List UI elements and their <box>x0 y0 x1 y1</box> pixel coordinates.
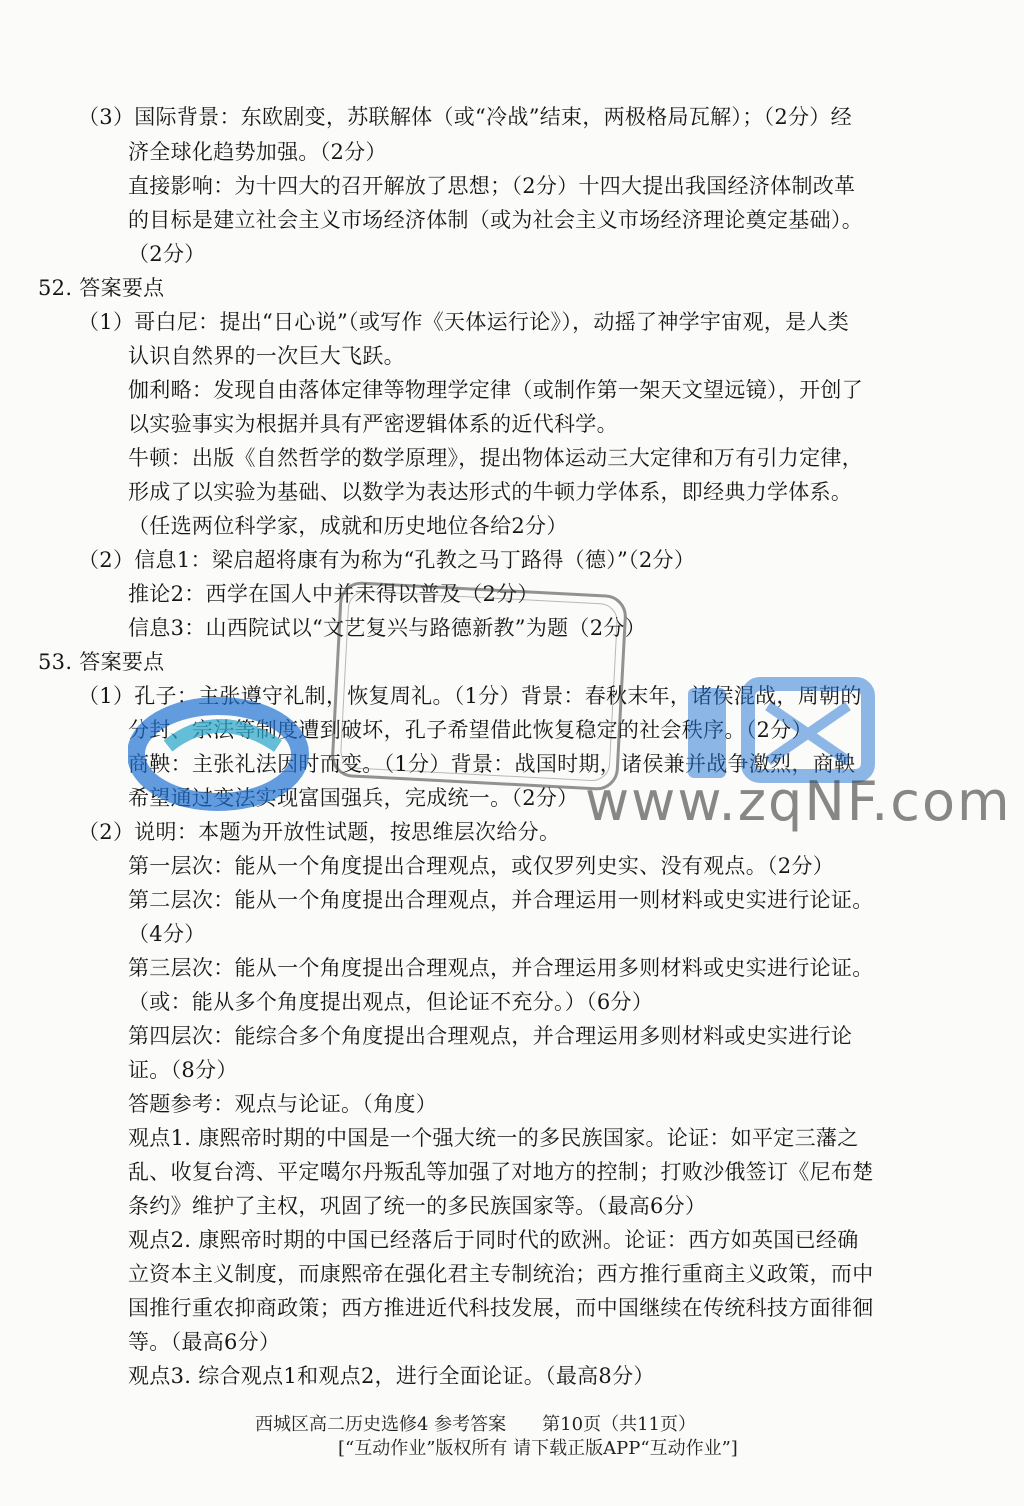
text-line: 认识自然界的一次巨大飞跃。 <box>128 344 405 368</box>
text-line: 条约》维护了主权，巩固了统一的多民族国家等。（最高6分） <box>128 1194 707 1218</box>
text-line: 的目标是建立社会主义市场经济体制（或为社会主义市场经济理论奠定基础）。 <box>128 208 863 232</box>
text-line: 以实验事实为根据并具有严密逻辑体系的近代科学。 <box>128 412 618 436</box>
text-line: 推论2：西学在国人中并未得以普及（2分） <box>128 582 539 606</box>
text-line: 观点2. 康熙帝时期的中国已经落后于同时代的欧洲。论证：西方如英国已经确 <box>128 1228 859 1252</box>
text-line: 乱、收复台湾、平定噶尔丹叛乱等加强了对地方的控制；打败沙俄签订《尼布楚 <box>128 1160 874 1184</box>
text-line: （3）国际背景：东欧剧变，苏联解体（或“冷战”结束，两极格局瓦解）；（2分）经 <box>78 105 852 129</box>
text-line: （1）孔子：主张遵守礼制，恢复周礼。（1分）背景：春秋末年，诸侯混战，周朝的 <box>78 684 862 708</box>
text-line: 直接影响：为十四大的召开解放了思想；（2分）十四大提出我国经济体制改革 <box>128 174 856 198</box>
text-line: （4分） <box>128 922 206 946</box>
text-line: 等。（最高6分） <box>128 1330 281 1354</box>
text-line: （或：能从多个角度提出观点，但论证不充分。）（6分） <box>128 990 654 1014</box>
text-line: 希望通过变法实现富国强兵，完成统一。（2分） <box>128 786 579 810</box>
text-line: 第一层次：能从一个角度提出合理观点，或仅罗列史实、没有观点。（2分） <box>128 854 835 878</box>
footer-title: 西城区高二历史选修4 参考答案 第10页（共11页） <box>255 1414 696 1435</box>
text-line: 第四层次：能综合多个角度提出合理观点，并合理运用多则材料或史实进行论 <box>128 1024 853 1048</box>
text-line: （任选两位科学家，成就和历史地位各给2分） <box>128 514 568 538</box>
text-line: 答题参考：观点与论证。（角度） <box>128 1092 437 1116</box>
text-line: 52. 答案要点 <box>38 276 165 300</box>
text-line: 53. 答案要点 <box>38 650 165 674</box>
text-line: 信息3：山西院试以“文艺复兴与路德新教”为题（2分） <box>128 616 646 640</box>
text-line: 立资本主义制度，而康熙帝在强化君主专制统治；西方推行重商主义政策，而中 <box>128 1262 874 1286</box>
text-line: 第三层次：能从一个角度提出合理观点，并合理运用多则材料或史实进行论证。 <box>128 956 874 980</box>
text-line: 形成了以实验为基础、以数学为表达形式的牛顿力学体系，即经典力学体系。 <box>128 480 853 504</box>
text-line: 伽利略：发现自由落体定律等物理学定律（或制作第一架天文望远镜），开创了 <box>128 378 863 402</box>
text-line: （1）哥白尼：提出“日心说”（或写作《天体运行论》），动摇了神学宇宙观，是人类 <box>78 310 850 334</box>
footer-notice: [“互动作业”版权所有 请下载正版APP“互动作业”] <box>338 1438 738 1459</box>
text-line: 商鞅：主张礼法因时而变。（1分）背景：战国时期，诸侯兼并战争激烈，商鞅 <box>128 752 856 776</box>
text-line: 国推行重农抑商政策；西方推进近代科技发展，而中国继续在传统科技方面徘徊 <box>128 1296 874 1320</box>
text-line: 观点1. 康熙帝时期的中国是一个强大统一的多民族国家。论证：如平定三藩之 <box>128 1126 859 1150</box>
text-line: 牛顿：出版《自然哲学的数学原理》，提出物体运动三大定律和万有引力定律， <box>128 446 863 470</box>
text-line: 分封、宗法等制度遭到破坏，孔子希望借此恢复稳定的社会秩序。（2分） <box>128 718 813 742</box>
text-line: 证。（8分） <box>128 1058 238 1082</box>
text-line: 第二层次：能从一个角度提出合理观点，并合理运用一则材料或史实进行论证。 <box>128 888 874 912</box>
text-line: （2）说明：本题为开放性试题，按思维层次给分。 <box>78 820 561 844</box>
text-line: 济全球化趋势加强。（2分） <box>128 140 387 164</box>
watermark-site-text: www.zqNF.com <box>585 770 1012 833</box>
text-line: （2分） <box>128 242 206 266</box>
text-line: （2）信息1：梁启超将康有为称为“孔教之马丁路得（德）”（2分） <box>78 548 696 572</box>
text-line: 观点3. 综合观点1和观点2，进行全面论证。（最高8分） <box>128 1364 655 1388</box>
